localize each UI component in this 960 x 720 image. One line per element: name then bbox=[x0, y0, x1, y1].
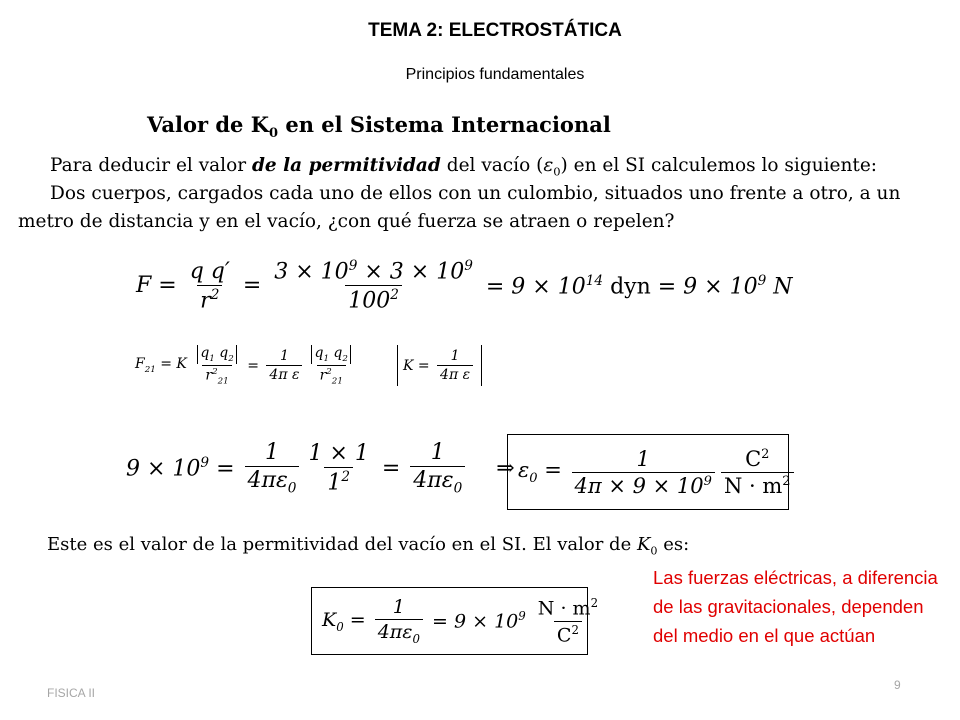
permittivity-result-box: $\varepsilon_0$ = $\frac{1}{4\pi \times 9 \times 10^9}$ $\frac{C^2}{N \cdot m^2}$ bbox=[507, 434, 789, 510]
slide-subtitle: Principios fundamentales bbox=[405, 66, 585, 83]
section-heading: Valor de $K_0$ en el Sistema Internacional bbox=[147, 112, 611, 142]
slide-title: TEMA 2: ELECTROSTÁTICA bbox=[368, 20, 622, 41]
k0-result-box: $K_0$ = $\frac{1}{4\pi\varepsilon_0}$ = $9 \times 10^9$ $\frac{N \cdot m^2}{C^2}$ bbox=[311, 587, 588, 655]
question-paragraph: Dos cuerpos, cargados cada uno de ellos con un culombio, situados uno frente a otro, a un metro de distancia y en el vacío, ¿con qué fuerza se atraen o repelen? bbox=[18, 183, 901, 232]
k0-intro-text: Este es el valor de la permitividad del vacío en el SI. El valor de $K_0$ es: bbox=[47, 534, 690, 558]
page-number: 9 bbox=[894, 678, 901, 692]
intro-paragraph: Para deducir el valor de la permitividad del vacío $(\varepsilon_0)$ en el SI calculemos lo siguiente: bbox=[50, 155, 877, 179]
coulomb-law-equation: $F_{21} = K$ $\frac{q_1 q_2}{r^2_{21}}$ = $\frac{1}{\text{4π ε}}$ $\frac{q_1 q_2}{r^2_{21}}$ K = $\frac{1}{\text{4π ε}}$ bbox=[135, 345, 482, 386]
footer-course-label: FISICA II bbox=[47, 686, 96, 700]
force-equation: F = $\frac{\text{q q′}}{r^2}$ = $\frac{3 \times 10^9 \times 3 \times 10^9}{100^2}$ = $9 \times 10^{14}$ dyn = $9 \times 10^9$ N bbox=[136, 258, 793, 314]
red-note: Las fuerzas eléctricas, a diferencia de las gravitacionales, dependen del medio en el que actúan bbox=[653, 567, 938, 646]
permittivity-derivation: $9 \times 10^9$ = $\frac{1}{4\pi\varepsilon_0}$ $\frac{1 \times 1}{1^2}$ = $\frac{1}{4\pi\varepsilon_0}$ ⇒ bbox=[126, 440, 515, 497]
k-definition-bracket: K = $\frac{1}{\text{4π ε}}$ bbox=[397, 345, 482, 386]
